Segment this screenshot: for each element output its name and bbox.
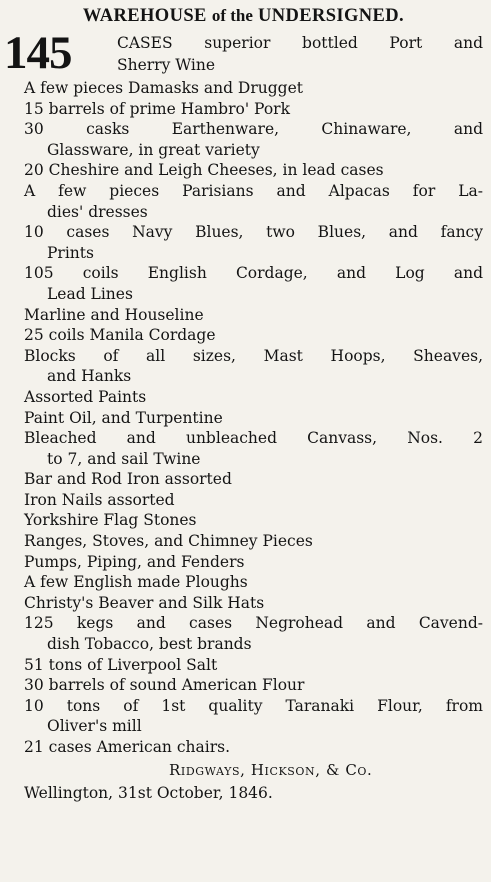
list-item-line: Blocks of all sizes, Mast Hoops, Sheaves, [24, 346, 483, 365]
list-item [24, 737, 483, 758]
advertisement-heading [4, 4, 483, 28]
list-item [24, 675, 483, 696]
list-item-line: 30 barrels of sound American Flour [24, 676, 305, 695]
list-item-line: Christy's Beaver and Silk Hats [24, 593, 265, 612]
list-item [24, 99, 483, 120]
list-item-continuation: dish Tobacco, best brands [47, 635, 252, 654]
list-item [24, 469, 483, 490]
merchant-signature: Ridgways, Hickson, & Co. [169, 760, 373, 779]
list-item-line: A few pieces Damasks and Drugget [24, 79, 303, 97]
list-item-line: A few English made Ploughs [24, 573, 248, 592]
list-item [24, 222, 483, 263]
list-item-continuation: Oliver's mill [47, 717, 142, 736]
list-item [24, 387, 483, 408]
list-item [24, 325, 483, 346]
list-item-continuation: Lead Lines [47, 284, 133, 303]
list-item [24, 428, 483, 469]
list-item-line: 30 casks Earthenware, Chinaware, and [24, 120, 483, 139]
lead-entry [4, 27, 483, 79]
list-item-line: 105 coils English Cordage, and Log and [24, 264, 483, 283]
lead-line-2: Sherry Wine [117, 56, 216, 74]
list-item-line: Pumps, Piping, and Fenders [24, 552, 245, 571]
list-item [24, 613, 483, 654]
place-and-date: Wellington, 31st October, 1846. [24, 783, 273, 802]
list-item [24, 531, 483, 552]
list-item-line: 15 barrels of prime Hambro' Pork [24, 99, 290, 118]
list-item [24, 305, 483, 326]
list-item-line: Yorkshire Flag Stones [24, 511, 197, 530]
list-item-line: 125 kegs and cases Negrohead and Cavend- [24, 614, 483, 633]
list-item-line: Iron Nails assorted [24, 490, 175, 509]
list-item-line: Ranges, Stoves, and Chimney Pieces [24, 532, 313, 551]
list-item [24, 181, 483, 222]
lead-line-1: CASES superior bottled Port and [117, 34, 483, 52]
list-item [24, 346, 483, 387]
list-item [24, 510, 483, 531]
list-item [24, 263, 483, 304]
heading-undersigned: UNDERSIGNED. [257, 6, 405, 26]
list-item-continuation: to 7, and sail Twine [47, 449, 201, 468]
list-item-line: 20 Cheshire and Leigh Cheeses, in lead cases [24, 161, 384, 180]
list-item [24, 408, 483, 429]
list-item-continuation: Prints [47, 243, 94, 262]
list-item-line: Bar and Rod Iron assorted [24, 470, 232, 489]
list-item-line: A few pieces Parisians and Alpacas for La- [24, 181, 483, 200]
list-item [24, 119, 483, 160]
list-item [24, 78, 483, 99]
list-item-line: 25 coils Manila Cordage [24, 326, 216, 345]
heading-of-the: of the [211, 6, 253, 25]
list-item-continuation: and Hanks [47, 367, 132, 386]
list-item-line: Paint Oil, and Turpentine [24, 408, 223, 427]
list-item [24, 655, 483, 676]
list-item [24, 160, 483, 181]
lead-number: 145 [4, 27, 72, 79]
list-item-continuation: Glassware, in great variety [47, 140, 260, 159]
list-item-line: 10 tons of 1st quality Taranaki Flour, from [24, 696, 483, 715]
list-item-line: Marline and Houseline [24, 305, 204, 324]
goods-list [4, 78, 483, 758]
list-item-line: 21 cases American chairs. [24, 738, 230, 756]
list-item [24, 572, 483, 593]
list-item [24, 593, 483, 614]
list-item-line: 51 tons of Liverpool Salt [24, 655, 218, 674]
list-item-line: Assorted Paints [24, 387, 147, 406]
list-item [24, 490, 483, 511]
list-item-continuation: dies' dresses [47, 202, 148, 221]
list-item-line: 10 cases Navy Blues, two Blues, and fancy [24, 223, 483, 242]
list-item-line: Bleached and unbleached Canvass, Nos. 2 [24, 429, 483, 448]
lead-text [117, 32, 483, 76]
heading-warehouse: WAREHOUSE [82, 6, 207, 26]
list-item [24, 552, 483, 573]
list-item [24, 696, 483, 737]
